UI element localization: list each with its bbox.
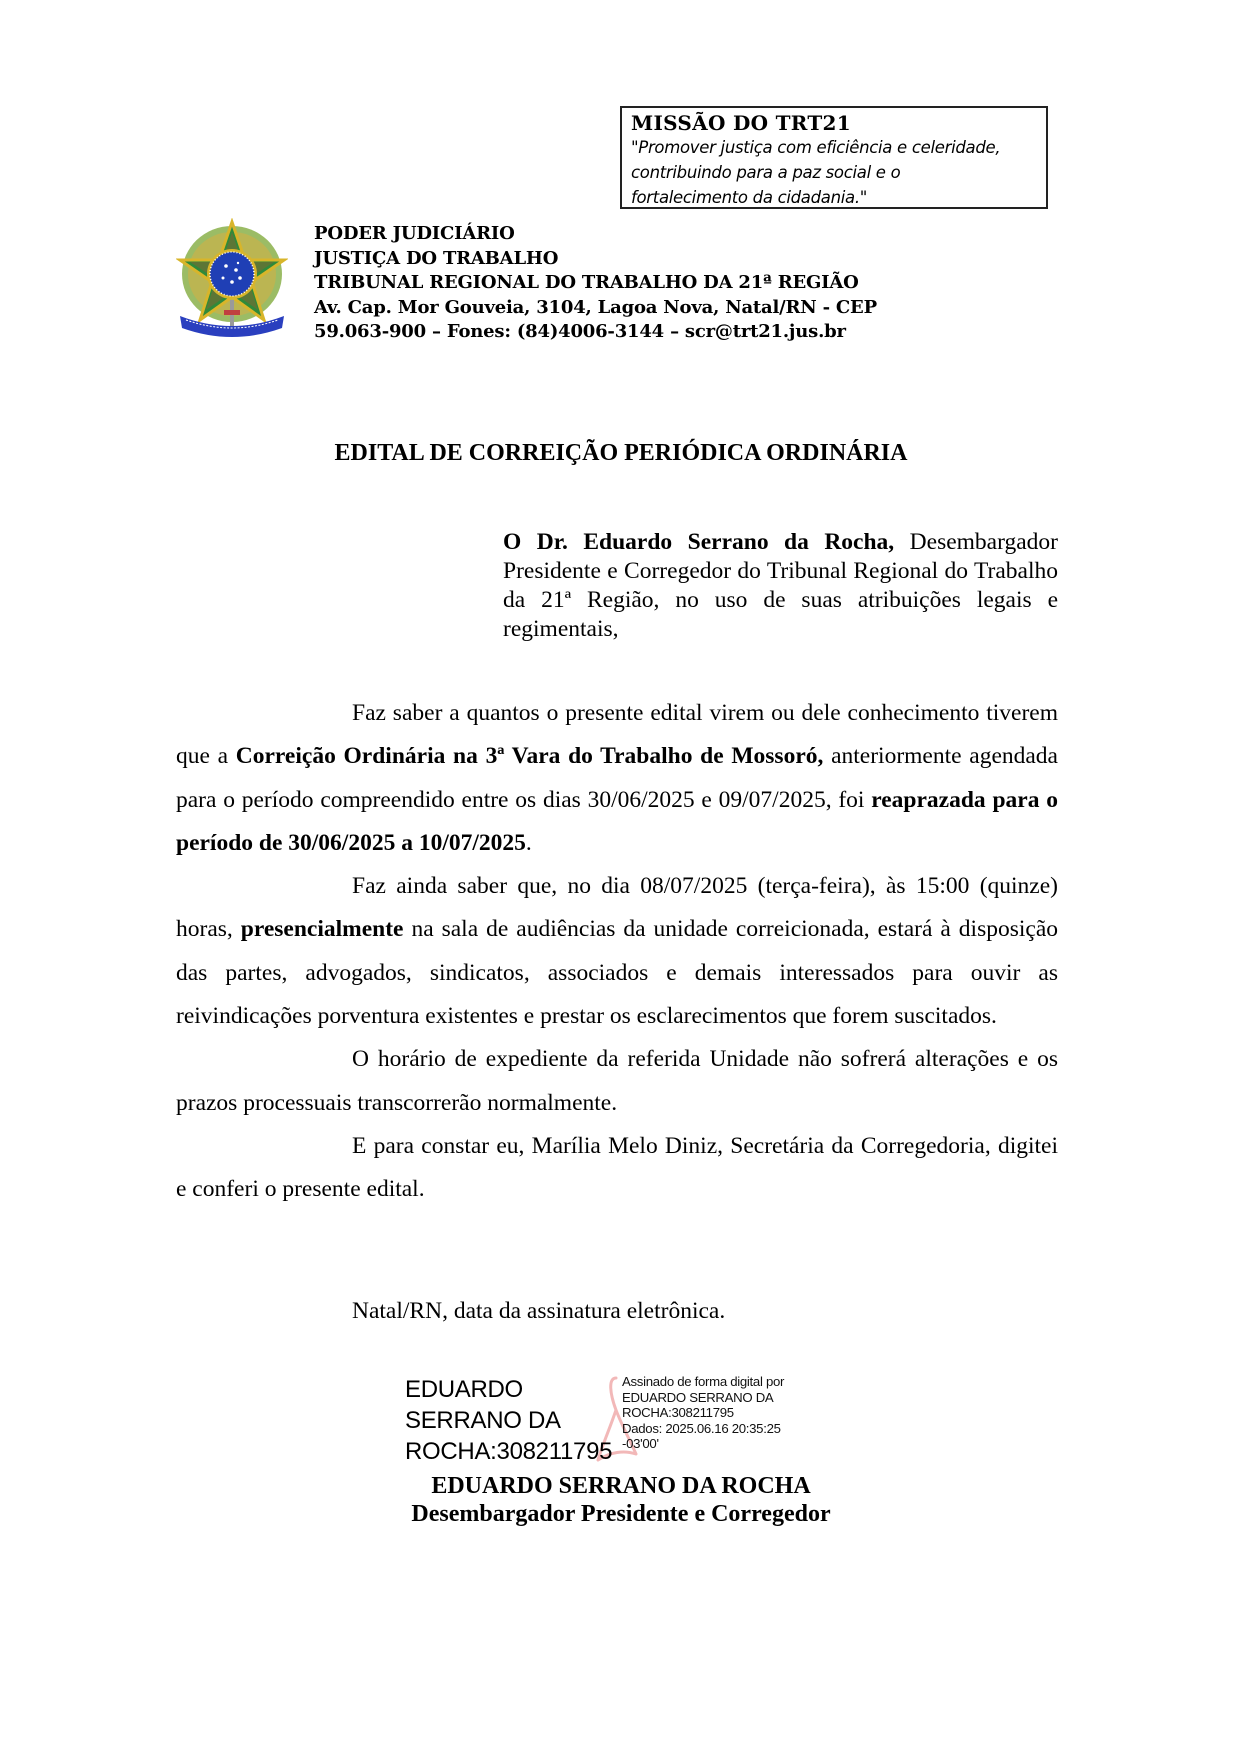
p2-text-1: Faz ainda saber que, no dia 08/07/2025 (terça-feira), às 15:00 (quinze) horas, — [176, 873, 1058, 943]
p1-text-3: . — [525, 829, 532, 856]
brazil-coat-of-arms-icon — [176, 218, 288, 344]
document-body — [176, 692, 1058, 1212]
intro-bold: O Dr. Eduardo Serrano da Rocha, — [503, 529, 895, 555]
header-line: 59.063-900 – Fones: (84)4006-3144 – scr@trt21.jus.br — [314, 321, 846, 342]
p4-text: E para constar eu, Marília Melo Diniz, Secretária da Corregedoria, digitei e conferi o presente edital. — [176, 1132, 1058, 1203]
document-title: EDITAL DE CORREIÇÃO PERIÓDICA ORDINÁRIA — [334, 440, 908, 466]
p2-text-2: na sala de audiências da unidade correicionada, estará à disposição das partes, advogados, sindicatos, associados e demais interessados para ouvir as reivindicações porventura existentes e prestar os esclarecimentos que forem suscitados. — [176, 916, 1058, 1030]
mission-line: fortalecimento da cidadania." — [631, 188, 868, 207]
place-date: Natal/RN, data da assinatura eletrônica. — [352, 1298, 726, 1324]
header-line: JUSTIÇA DO TRABALHO — [314, 247, 559, 269]
signer-name: EDUARDO SERRANO DA ROCHA — [431, 1473, 811, 1499]
header-line: PODER JUDICIÁRIO — [314, 223, 515, 244]
sig-detail-line: ROCHA:308211795 — [622, 1405, 734, 1420]
header-line: Av. Cap. Mor Gouveia, 3104, Lagoa Nova, Natal/RN - CEP — [314, 296, 877, 318]
mission-line: "Promover justiça com eficiência e celeridade, — [631, 138, 1001, 157]
signer-role: Desembargador Presidente e Corregedor — [411, 1501, 831, 1527]
intro-text: Desembargador Presidente e Corregedor do Tribunal Regional do Trabalho da 21ª Região, no uso de suas atribuições legais e regimentais, — [503, 529, 1059, 642]
mission-box — [620, 106, 1048, 209]
intro-paragraph — [503, 528, 1058, 644]
p3-text: O horário de expediente da referida Unidade não sofrerá alterações e os prazos processuais transcorrerão normalmente. — [176, 1046, 1058, 1116]
paragraph-3 — [176, 1038, 1058, 1125]
sig-name-line: SERRANO DA — [405, 1407, 561, 1434]
p2-bold-1: presencialmente — [240, 916, 404, 943]
digital-signature-name — [405, 1374, 612, 1467]
sig-detail-line: EDUARDO SERRANO DA — [622, 1389, 774, 1405]
header-line: TRIBUNAL REGIONAL DO TRABALHO DA 21ª REGIÃO — [314, 272, 859, 293]
mission-line: contribuindo para a paz social e o — [631, 163, 901, 182]
sig-name-line: EDUARDO — [405, 1376, 523, 1403]
digital-signature-details — [622, 1374, 784, 1452]
p1-text-1: Faz saber a quantos o presente edital virem ou dele conhecimento tiverem que a — [176, 700, 1058, 770]
paragraph-2 — [176, 865, 1058, 1038]
institution-header — [314, 222, 877, 345]
paragraph-1 — [176, 692, 1058, 865]
sig-detail-line: Dados: 2025.06.16 20:35:25 — [622, 1420, 781, 1436]
mission-title: MISSÃO DO TRT21 — [631, 111, 851, 135]
sig-detail-line: Assinado de forma digital por — [622, 1374, 785, 1389]
paragraph-4 — [176, 1125, 1058, 1212]
p1-text-2: anteriormente agendada para o período compreendido entre os dias 30/06/2025 e 09/07/2025, foi — [176, 743, 1058, 813]
p1-bold-1: Correição Ordinária na 3ª Vara do Trabalho de Mossoró, — [235, 743, 824, 770]
sig-name-line: ROCHA:308211795 — [405, 1438, 613, 1465]
p1-bold-2: reaprazada para o período de 30/06/2025 a 10/07/2025 — [176, 786, 1059, 856]
signer-block — [0, 1472, 1242, 1528]
sig-detail-line: -03'00' — [622, 1436, 659, 1451]
